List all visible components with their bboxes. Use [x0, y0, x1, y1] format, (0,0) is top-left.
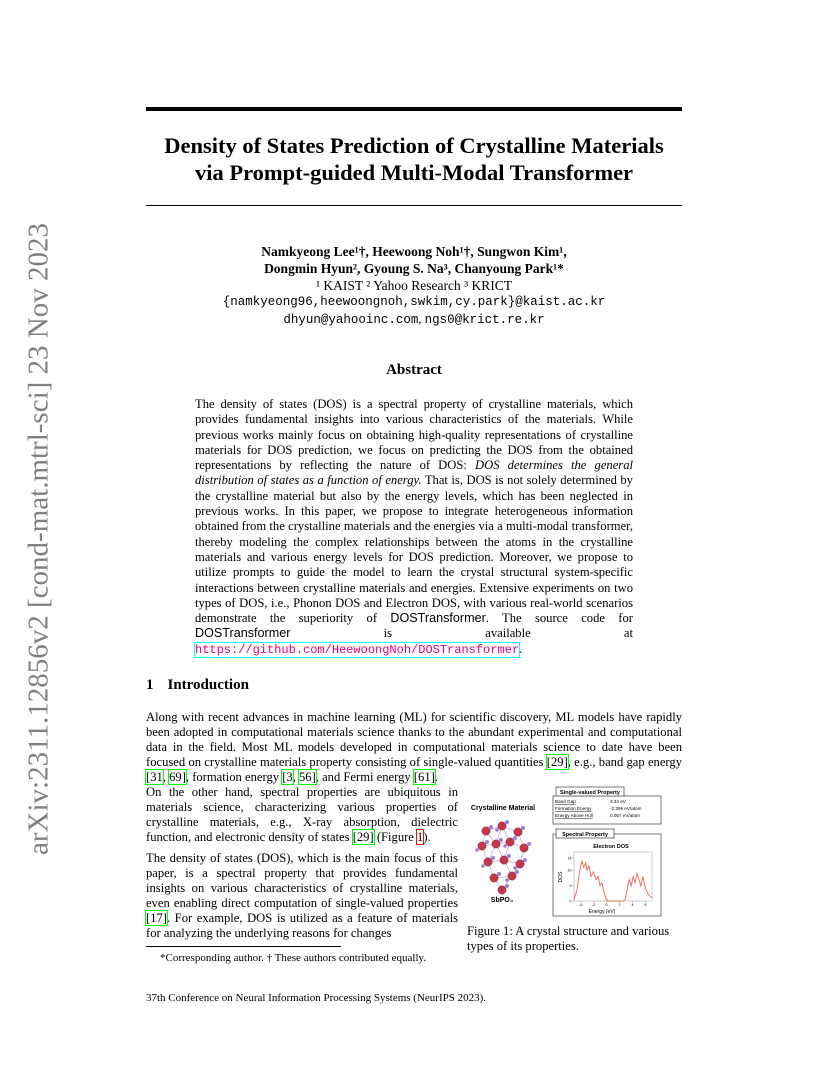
y-axis-label: DOS — [558, 871, 564, 883]
crystal-atom — [508, 872, 516, 880]
crystal-atom-small — [515, 870, 519, 874]
property-name: Band Gap — [555, 799, 576, 804]
x-tick-label: -4 — [578, 903, 583, 907]
property-value: -2.299 eV/atom — [610, 806, 642, 811]
chart-title: Electron DOS — [593, 844, 629, 850]
abstract-heading: Abstract — [386, 362, 442, 378]
footnote: *Corresponding author. † These authors contributed equally. — [160, 952, 427, 964]
crystal-structure-image — [475, 820, 531, 894]
crystal-atom — [498, 822, 506, 830]
authors-line-2: Dongmin Hyun², Gyoung S. Na³, Chanyoung Park¹* — [264, 261, 564, 276]
figure-1 — [466, 786, 684, 918]
authors-block — [146, 243, 682, 329]
x-tick-label: 0 — [605, 903, 608, 907]
crystal-atom-small — [513, 836, 517, 840]
authors-line-1: Namkyeong Lee¹†, Heewoong Noh¹†, Sungwon Kim¹, — [261, 244, 567, 259]
conference-note: 37th Conference on Neural Information Processing Systems (NeurIPS 2023). — [146, 992, 487, 1004]
intro-paragraph-1-continued: On the other hand, spectral properties are ubiquitous in materials science, characterizing various properties of crystalline materials, e.g., X-ray absorption, dielectric function, and electronic density of states [29] (Figure 1). — [146, 785, 458, 844]
citation-link[interactable]: [31 — [146, 770, 163, 784]
x-axis-label: Energy (eV) — [588, 909, 616, 915]
crystal-atom — [506, 838, 514, 846]
crystal-atom-small — [505, 878, 509, 882]
affiliations: ¹ KAIST ² Yahoo Research ³ KRICT — [315, 278, 512, 293]
y-tick-label: 14 — [567, 856, 572, 861]
crystal-atom-small — [489, 825, 493, 829]
title-line-1: Density of States Prediction of Crystalline Materials — [164, 133, 664, 158]
title-rule-top — [146, 107, 682, 111]
citation-link[interactable]: 69] — [169, 770, 186, 784]
crystal-atom-small — [499, 838, 503, 842]
crystal-atom-small — [475, 848, 479, 852]
spectral-title: Spectral Property — [562, 832, 608, 838]
title-rule-bottom — [146, 205, 682, 206]
crystal-atom — [492, 840, 500, 848]
citation-link[interactable]: [29] — [352, 830, 374, 844]
intro-paragraph-1: Along with recent advances in machine learning (ML) for scientific discovery, ML models have rapidly been adopted in computational materials science thanks to the abundant experimental and computational data in the field. Most ML models developed in computational materials science to date have been focused on crystalline materials property consisting of single-valued quantities [29], e.g., band gap energy [31, 69], formation energy [3, 56], and Fermi energy [61]. — [146, 710, 682, 784]
x-tick-label: 6 — [644, 903, 647, 907]
paper-title — [146, 132, 682, 186]
y-tick-label: 10 — [567, 868, 572, 873]
section-heading-introduction: 1 Introduction — [146, 677, 249, 693]
abstract-text: The density of states (DOS) is a spectral property of crystalline materials, which provides fundamental insights into various characteristics of the materials. While previous works mainly focus on obtaining high-quality representations of crystalline materials for DOS prediction, we focus on predicting the DOS from the obtained representations by reflecting the nature of DOS: DOS determines the general distribution of states as a function of energy. That is, DOS is not solely determined by the crystalline material but also by the energy levels, which has been neglected in previous works. In this paper, we propose to integrate heterogeneous information obtained from the crystalline materials and the energies via a multi-modal transformer, thereby modeling the complex relationships between the atoms in the crystalline materials and various energy levels for DOS prediction. Moreover, we propose to utilize prompts to guide the model to learn the crystal structural system-specific interactions between crystalline materials and energies. Extensive experiments on two types of DOS, i.e., Phonon DOS and Electron DOS, with various real-world scenarios demonstrate the superiority of DOSTransformer. The source code for DOSTransformer is available at https://github.com/HeewoongNoh/DOSTransformer. — [195, 397, 633, 657]
crystal-atom — [520, 844, 528, 852]
x-tick-label: 2 — [618, 903, 621, 907]
arxiv-identifier: arXiv:2311.12856v2 [cond-mat.mtrl-sci] 23 Nov 2023 — [22, 223, 55, 855]
crystal-atom — [498, 886, 506, 894]
citation-link[interactable]: 56] — [298, 770, 316, 784]
crystal-atom-small — [497, 872, 501, 876]
property-value: 3.34 eV — [610, 799, 626, 804]
crystal-atom — [516, 860, 524, 868]
model-name: DOSTransformer — [390, 611, 486, 626]
crystal-atom-small — [523, 858, 527, 862]
crystal-atom-small — [481, 864, 485, 868]
arxiv-sidebar-stamp — [18, 223, 60, 855]
crystal-atom — [482, 827, 490, 835]
crystal-atom-small — [505, 820, 509, 824]
property-name: Formation Energy — [555, 806, 592, 811]
crystal-atom-small — [513, 866, 517, 870]
crystal-atom-small — [503, 844, 507, 848]
crystal-atom-small — [495, 828, 499, 832]
crystal-atom-small — [521, 826, 525, 830]
y-tick-label: 0 — [569, 899, 572, 904]
figure-caption: Figure 1: A crystal structure and various types of its properties. — [467, 924, 670, 953]
x-tick-label: -2 — [591, 903, 596, 907]
crystal-label: Crystalline Material — [470, 805, 536, 812]
crystal-atom — [484, 858, 492, 866]
intro-paragraph-2: The density of states (DOS), which is the main focus of this paper, is a spectral property that provides fundamental insights on various characteristics of crystalline materials, even enabling direct computation of single-valued properties [17]. For example, DOS is utilized as a feature of materials for analyzing the underlying reasons for changes — [146, 851, 458, 940]
crystal-atom — [490, 874, 498, 882]
x-tick-label: 4 — [631, 903, 634, 907]
crystal-atom-small — [527, 842, 531, 846]
single-valued-title: Single-valued Property — [560, 790, 620, 796]
email-line-2: dhyun@yahooinc.com, ngs0@krict.re.kr — [283, 312, 545, 327]
crystal-atom-small — [485, 840, 489, 844]
citation-link[interactable]: [3 — [282, 770, 293, 784]
y-tick-label: 5 — [569, 883, 572, 888]
model-name-2: DOSTransformer — [195, 626, 291, 641]
figure-ref-link[interactable]: 1 — [417, 830, 424, 844]
property-name: Energy Above Hull — [555, 813, 593, 818]
code-url-link[interactable]: https://github.com/HeewoongNoh/DOSTransformer — [195, 642, 520, 657]
email-line-1: {namkyeong96,heewoongnoh,swkim,cy.park}@kaist.ac.kr — [222, 295, 606, 309]
crystal-atom-small — [507, 854, 511, 858]
citation-link[interactable]: [29] — [546, 755, 568, 769]
footnote-rule — [146, 946, 341, 947]
title-line-2: via Prompt-guided Multi-Modal Transformer — [194, 160, 634, 185]
citation-link[interactable]: [17] — [146, 911, 167, 925]
citation-link[interactable]: [61] — [413, 770, 435, 784]
crystal-atom — [478, 842, 486, 850]
crystal-atom-small — [505, 884, 509, 888]
crystal-atom — [514, 828, 522, 836]
crystal-atom — [500, 856, 508, 864]
formula-label: SbPO₄ — [490, 897, 514, 904]
crystal-atom-small — [491, 856, 495, 860]
property-value: 0.057 eV/atom — [610, 813, 640, 818]
